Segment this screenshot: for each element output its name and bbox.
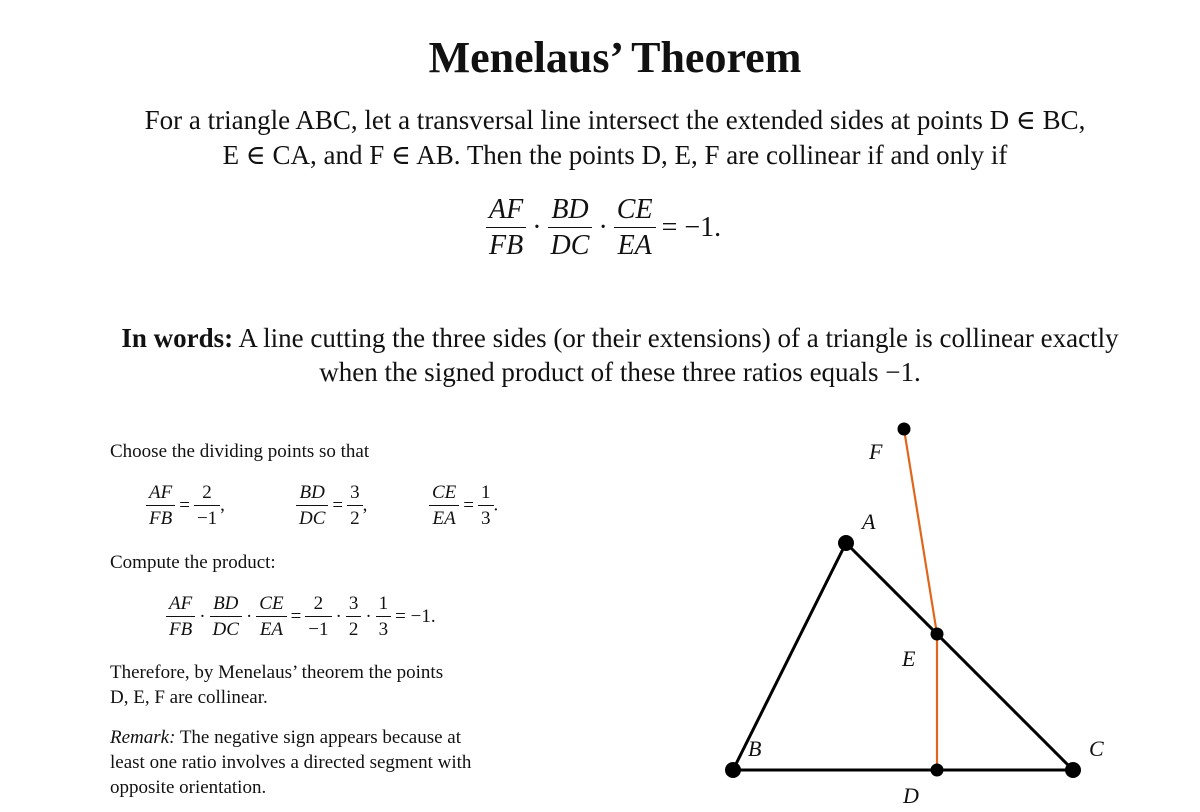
product-equation: $\frac{AF}{FB}$ · $\frac{BD}{DC}$ · $\frac{CE}{EA}$ = $\frac{2}{-1}$ · $\frac{3}{2}$ · $\frac{1}{3}$ = −1. [166,593,440,641]
numerator: CE [429,482,459,506]
punctuation: , [362,494,368,516]
numerator: 1 [478,482,494,506]
dot-operator: · [245,606,253,627]
numerator: CE [614,194,656,228]
transversal-f-e [904,429,937,634]
denominator: 2 [348,619,359,640]
numerator: 2 [194,482,220,506]
statement-line-2: E ∈ CA, and F ∈ AB. Then the points D, E, F are collinear if and only if [222,140,1008,170]
label-d: D [903,783,919,808]
in-words-line-2: when the signed product of these three ratios equals −1. [319,357,921,387]
denominator: 3 [378,619,389,640]
in-words-label: In words: [121,323,234,353]
product-rhs: = −1. [395,606,436,627]
denominator: FB [489,230,524,261]
example-intro: Choose the dividing points so that [110,441,370,462]
punctuation: , [220,494,225,516]
point-f [898,423,911,436]
numerator: 3 [347,482,363,506]
transversal-line [904,429,937,770]
numerator: BD [210,593,242,617]
point-a [838,535,854,551]
denominator: FB [149,508,173,529]
dot-operator: · [532,212,542,243]
equation-rhs: = −1. [661,212,722,243]
conclusion-line-2: D, E, F are collinear. [110,687,268,708]
ratio-equation-2: $\frac{BD}{DC}$ = $\frac{3}{2}$ , [296,482,367,530]
denominator: −1 [196,508,218,529]
remark-line-1: The negative sign appears because at [175,727,462,748]
dot-operator: · [199,606,206,627]
statement-line-1: For a triangle ABC, let a transversal line intersect the extended sides at points D ∈ BC, [144,105,1086,135]
numerator: 3 [346,593,362,617]
denominator: DC [299,508,326,529]
numerator: BD [548,194,593,228]
label-a: A [862,509,876,534]
point-e [931,628,944,641]
label-c: C [1089,736,1104,761]
denominator: DC [550,230,590,261]
point-b [725,762,741,778]
denominator: −1 [308,619,329,640]
numerator: AF [146,482,175,506]
point-c [1065,762,1081,778]
denominator: DC [212,619,239,640]
remark-line-2: least one ratio involves a directed segment with [110,752,472,773]
dot-operator: · [365,606,372,627]
numerator: 2 [305,593,331,617]
ratio-equation-1: $\frac{AF}{FB}$ = $\frac{2}{-1}$ , [146,482,225,530]
in-words-line-1: A line cutting the three sides (or their extensions) of a triangle is collinear exactly [238,323,1119,353]
remark-label: Remark: [110,727,176,748]
conclusion-line-1: Therefore, by Menelaus’ theorem the points [110,662,444,683]
numerator: AF [486,194,526,228]
compute-label: Compute the product: [110,552,276,573]
denominator: FB [169,619,193,640]
side-ca [846,543,1073,770]
label-f: F [869,439,883,464]
label-e: E [902,646,916,671]
remark-line-3: opposite orientation. [110,777,267,798]
denominator: EA [259,619,284,640]
label-b: B [748,736,762,761]
dot-operator: · [598,212,608,243]
denominator: EA [432,508,456,529]
numerator: 1 [376,593,392,617]
numerator: AF [166,593,195,617]
page-title: Menelaus’ Theorem [428,33,802,82]
denominator: EA [617,230,652,261]
punctuation: . [493,494,499,516]
ratio-equation-3: $\frac{CE}{EA}$ = $\frac{1}{3}$ . [429,482,498,530]
numerator: BD [296,482,328,506]
numerator: CE [256,593,286,617]
denominator: 2 [350,508,360,529]
denominator: 3 [481,508,491,529]
dot-operator: · [335,606,342,627]
point-d [931,764,944,777]
